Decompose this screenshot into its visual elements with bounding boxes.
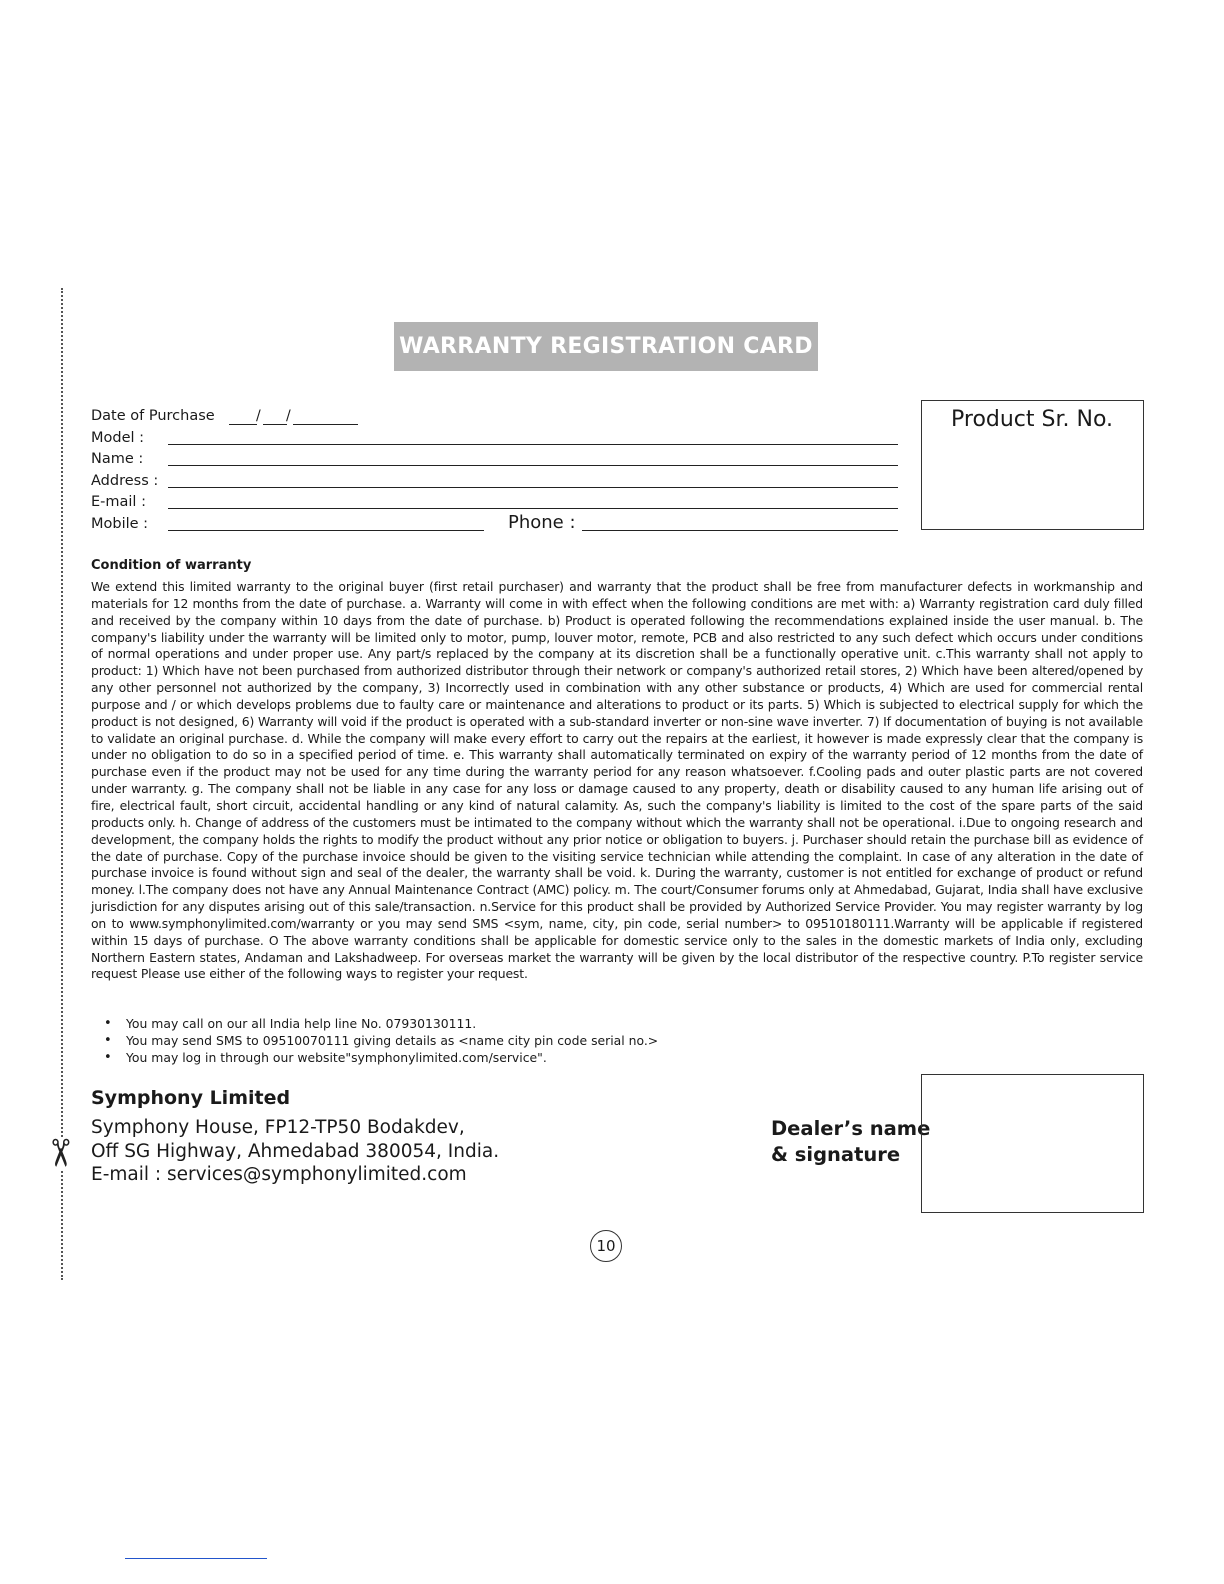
name-label: Name : bbox=[91, 451, 144, 467]
company-email: E-mail : services@symphonylimited.com bbox=[91, 1164, 467, 1185]
mobile-field[interactable] bbox=[168, 530, 484, 531]
list-item bbox=[104, 1016, 658, 1033]
date-month-field[interactable] bbox=[263, 424, 287, 425]
date-row bbox=[91, 404, 215, 424]
dealer-label-line-2: & signature bbox=[771, 1143, 901, 1166]
mobile-label: Mobile : bbox=[91, 516, 149, 532]
name-field[interactable] bbox=[168, 465, 898, 466]
bullet-text: You may call on our all India help line No. 07930130111. bbox=[126, 1016, 477, 1031]
list-item bbox=[104, 1050, 658, 1067]
date-label: Date of Purchase bbox=[91, 408, 215, 424]
email-label: E-mail : bbox=[91, 494, 146, 510]
footer-rule bbox=[125, 1558, 267, 1559]
date-separator: / bbox=[256, 408, 261, 424]
date-separator: / bbox=[286, 408, 291, 424]
page-number: 10 bbox=[590, 1230, 622, 1262]
condition-heading: Condition of warranty bbox=[91, 558, 252, 573]
bullet-icon: • bbox=[104, 1049, 112, 1065]
phone-field[interactable] bbox=[582, 530, 898, 531]
dealer-signature-box[interactable] bbox=[921, 1074, 1144, 1213]
service-options-list bbox=[104, 1016, 658, 1066]
cut-line bbox=[61, 288, 63, 1280]
list-item bbox=[104, 1033, 658, 1050]
model-field[interactable] bbox=[168, 444, 898, 445]
bullet-icon: • bbox=[104, 1016, 112, 1031]
name-row bbox=[91, 447, 143, 467]
condition-text: We extend this limited warranty to the original buyer (first retail purchaser) and warranty that the product shall be free from manufacturer defects in workmanship and materials for 12 months from the date of purchase. a. Warranty will come in with effect when the following conditions are met with: a) Warranty registration card duly filled and received by the company within 10 days from the date of purchase. b) Product is operated following the recommendations explained inside the user manual. b. The company's liability under the warranty will be limited only to motor, pump, louver motor, remote, PCB and also restricted to any such defect which occurs under conditions of normal operations and under proper use. Any part/s replaced by the company at its discretion shall be a functionally operative unit. c.This warranty shall not apply to product: 1) Which have not been purchased from authorized distributor through their network or company's authorized retail stores, 2) Which have been altered/opened by any other personnel not authorized by the company, 3) Incorrectly used in combination with any other substance or products, 4) Which are used for commercial rental purpose and / or which develops problems due to faulty care or maintenance and alterations to product or its parts. 5) Which is subjected to electrical supply for which the product is not designed, 6) Warranty will void if the product is operated with a sub-standard inverter or non-sine wave inverter. 7) If documentation of buying is not available to validate an original purchase. d. While the company will make every effort to carry out the repairs at the earliest, it however is made expressly clear that the company is under no obligation to do so in a specified period of time. e. This warranty shall automatically terminated on expiry of the warranty period of 12 months from the date of purchase even if the product may not be used for any time during the warranty period for any reason whatsoever. f.Cooling pads and outer plastic parts are not covered under warranty. g. The company shall not be liable in any case for any loss or damage caused to any property, death or disability caused to any human life arising out of fire, electrical fault, short circuit, accidental handling or any kind of natural calamity. As, such the company's liability is limited to the cost of the spare parts of the said products only. h. Change of address of the customers must be intimated to the company without which the warranty shall not be operational. i.Due to ongoing research and development, the company holds the rights to modify the product without any prior notice or obligation to buyers. j. Purchaser should retain the purchase bill as evidence of the date of purchase. Copy of the purchase invoice should be given to the visiting service technician while attending the complaint. In case of any alteration in the date of purchase invoice is found without sign and seal of the dealer, the warranty shall be void. k. During the warranty, customer is not entitled for exchange of product or refund money. l.The company does not have any Annual Maintenance Contract (AMC) policy. m. The court/Consumer forums only at Ahmedabad, Gujarat, India shall have exclusive jurisdiction for any disputes arising out of this sale/transaction. n.Service for this product shall be provided by Authorized Service Provider. You may register warranty by log on to www.symphonylimited.com/warranty or you may send SMS <sym, name, city, pin code, serial number> to 09510180111.Warranty will be applicable if registered within 15 days of purchase. O The above warranty conditions shall be applicable for domestic service only to the sales in the domestic markets of India only, excluding Northern Eastern states, Andaman and Lakshadweep. For overseas market the warranty will be given by the local distributor of the respective country. P.To register service request Please use either of the following ways to register your request. bbox=[91, 579, 1143, 982]
product-serial-box[interactable] bbox=[921, 400, 1144, 530]
date-year-field[interactable] bbox=[293, 424, 358, 425]
mobile-row bbox=[91, 512, 148, 532]
address-field[interactable] bbox=[168, 487, 898, 488]
dealer-label bbox=[771, 1116, 930, 1168]
company-address bbox=[91, 1116, 499, 1187]
company-name: Symphony Limited bbox=[91, 1087, 291, 1109]
model-row bbox=[91, 426, 144, 446]
bullet-icon: • bbox=[104, 1032, 112, 1048]
model-label: Model : bbox=[91, 430, 145, 446]
card-title: WARRANTY REGISTRATION CARD bbox=[394, 322, 818, 371]
date-day-field[interactable] bbox=[229, 424, 257, 425]
address-line-2: Off SG Highway, Ahmedabad 380054, India. bbox=[91, 1140, 500, 1162]
phone-label: Phone : bbox=[508, 512, 576, 533]
address-label: Address : bbox=[91, 473, 159, 489]
email-field[interactable] bbox=[168, 508, 898, 509]
bullet-text: You may log in through our website"symphonylimited.com/service". bbox=[126, 1049, 547, 1065]
scissors-icon: ✂ bbox=[37, 1137, 82, 1169]
address-line-1: Symphony House, FP12-TP50 Bodakdev, bbox=[91, 1117, 465, 1138]
bullet-text: You may send SMS to 09510070111 giving details as <name city pin code serial no.> bbox=[126, 1032, 659, 1048]
product-serial-label: Product Sr. No. bbox=[951, 407, 1114, 432]
dealer-label-line-1: Dealer’s name bbox=[771, 1117, 931, 1140]
address-row bbox=[91, 469, 158, 489]
email-row bbox=[91, 490, 146, 510]
